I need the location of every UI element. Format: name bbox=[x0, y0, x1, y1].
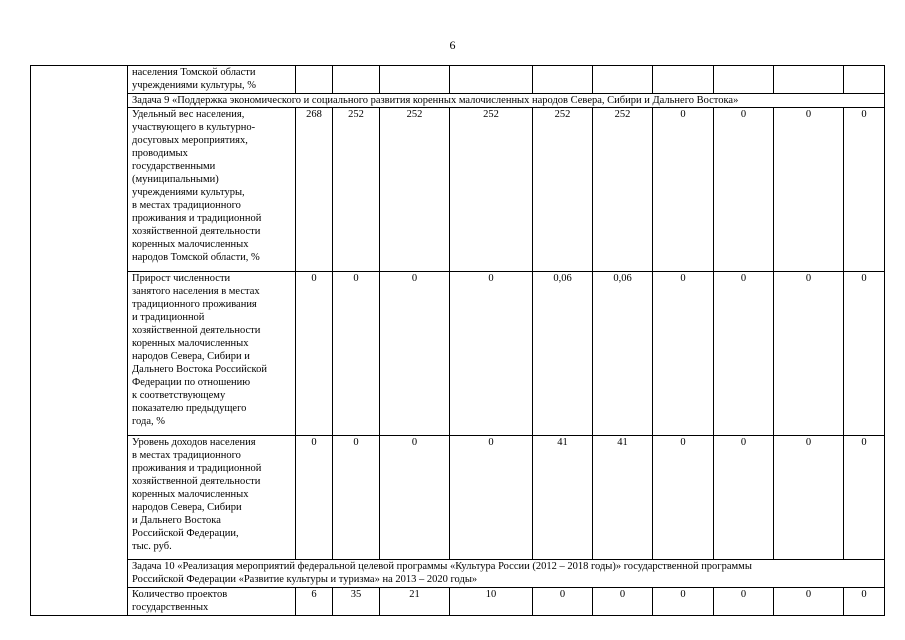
task-heading: Задача 9 «Поддержка экономического и социального развития коренных малочисленных народов Севера, Сибири и Дальнего Востока» bbox=[128, 94, 885, 108]
value-cell: 0 bbox=[593, 588, 653, 616]
task-heading bbox=[128, 560, 885, 588]
name-line: Прирост численности bbox=[132, 273, 231, 284]
name-line: Дальнего Востока Российской bbox=[132, 364, 267, 375]
value-cell: 0 bbox=[296, 436, 333, 560]
value-cell: 0,06 bbox=[533, 272, 593, 436]
task-row bbox=[31, 94, 885, 108]
name-line: года, % bbox=[132, 416, 165, 427]
value-cell: 0 bbox=[714, 272, 774, 436]
value-cell: 0 bbox=[844, 272, 885, 436]
table-row bbox=[31, 436, 885, 560]
indicator-name bbox=[128, 588, 296, 616]
name-line: досуговых мероприятиях, bbox=[132, 135, 248, 146]
indicator-name bbox=[128, 436, 296, 560]
table-row bbox=[31, 66, 885, 94]
value-cell: 41 bbox=[593, 436, 653, 560]
page-number: 6 bbox=[449, 38, 456, 52]
value-cell: 0 bbox=[714, 108, 774, 272]
value-cell: 0 bbox=[844, 436, 885, 560]
indicators-table bbox=[30, 65, 885, 616]
name-line: Федерации по отношению bbox=[132, 377, 251, 388]
value-cell bbox=[593, 66, 653, 94]
value-cell: 0 bbox=[653, 436, 714, 560]
value-cell: 0 bbox=[774, 436, 844, 560]
value-cell: 35 bbox=[333, 588, 380, 616]
name-line: показателю предыдущего bbox=[132, 403, 247, 414]
value-cell: 252 bbox=[450, 108, 533, 272]
name-line: и Дальнего Востока bbox=[132, 515, 221, 526]
name-line: традиционного проживания bbox=[132, 299, 257, 310]
left-blank-column bbox=[31, 66, 128, 616]
name-line: в местах традиционного bbox=[132, 200, 241, 211]
value-cell: 0 bbox=[653, 588, 714, 616]
name-line: коренных малочисленных bbox=[132, 338, 249, 349]
value-cell: 0,06 bbox=[593, 272, 653, 436]
name-line: проживания и традиционной bbox=[132, 463, 262, 474]
value-cell bbox=[380, 66, 450, 94]
name-line: проводимых bbox=[132, 148, 188, 159]
indicator-name bbox=[128, 66, 296, 94]
name-line: хозяйственной деятельности bbox=[132, 476, 261, 487]
value-cell bbox=[714, 66, 774, 94]
name-line: Удельный вес населения, bbox=[132, 109, 245, 120]
task-line: Задача 10 «Реализация мероприятий федеральной целевой программы «Культура России (2012 – 2018 годы)» государственной программы bbox=[132, 561, 752, 572]
value-cell: 10 bbox=[450, 588, 533, 616]
value-cell bbox=[450, 66, 533, 94]
value-cell: 0 bbox=[774, 272, 844, 436]
value-cell: 252 bbox=[533, 108, 593, 272]
name-line: учреждениями культуры, bbox=[132, 187, 245, 198]
value-cell bbox=[333, 66, 380, 94]
name-line: Уровень доходов населения bbox=[132, 437, 256, 448]
value-cell bbox=[296, 66, 333, 94]
name-line: к соответствующему bbox=[132, 390, 226, 401]
value-cell: 6 bbox=[296, 588, 333, 616]
value-cell bbox=[653, 66, 714, 94]
name-line: коренных малочисленных bbox=[132, 239, 249, 250]
table-row bbox=[31, 108, 885, 272]
task-line: Российской Федерации «Развитие культуры и туризма» на 2013 – 2020 годы» bbox=[132, 574, 478, 585]
value-cell: 0 bbox=[333, 436, 380, 560]
value-cell: 252 bbox=[593, 108, 653, 272]
name-line: народов Севера, Сибири bbox=[132, 502, 242, 513]
value-cell: 0 bbox=[774, 588, 844, 616]
task-row bbox=[31, 560, 885, 588]
name-line: проживания и традиционной bbox=[132, 213, 262, 224]
name-line: тыс. руб. bbox=[132, 541, 172, 552]
value-cell: 0 bbox=[533, 588, 593, 616]
value-cell: 0 bbox=[844, 588, 885, 616]
indicator-name bbox=[128, 108, 296, 272]
value-cell: 252 bbox=[380, 108, 450, 272]
value-cell: 21 bbox=[380, 588, 450, 616]
value-cell: 0 bbox=[450, 436, 533, 560]
name-line: участвующего в культурно- bbox=[132, 122, 256, 133]
value-cell: 0 bbox=[450, 272, 533, 436]
name-line: хозяйственной деятельности bbox=[132, 226, 261, 237]
name-line: государственными bbox=[132, 161, 216, 172]
value-cell: 268 bbox=[296, 108, 333, 272]
value-cell: 0 bbox=[653, 108, 714, 272]
value-cell: 0 bbox=[774, 108, 844, 272]
name-line: занятого населения в местах bbox=[132, 286, 260, 297]
value-cell bbox=[844, 66, 885, 94]
name-line: в местах традиционного bbox=[132, 450, 241, 461]
name-line: и традиционной bbox=[132, 312, 205, 323]
name-line: хозяйственной деятельности bbox=[132, 325, 261, 336]
value-cell: 0 bbox=[714, 436, 774, 560]
value-cell: 0 bbox=[844, 108, 885, 272]
name-line: (муниципальными) bbox=[132, 174, 219, 185]
name-line: учреждениями культуры, % bbox=[132, 80, 257, 91]
table-row bbox=[31, 272, 885, 436]
value-cell bbox=[533, 66, 593, 94]
name-line: населения Томской области bbox=[132, 67, 256, 78]
value-cell: 0 bbox=[714, 588, 774, 616]
value-cell: 0 bbox=[333, 272, 380, 436]
value-cell: 41 bbox=[533, 436, 593, 560]
value-cell: 0 bbox=[296, 272, 333, 436]
indicator-name bbox=[128, 272, 296, 436]
name-line: народов Томской области, % bbox=[132, 252, 260, 263]
value-cell: 0 bbox=[380, 436, 450, 560]
name-line: народов Севера, Сибири и bbox=[132, 351, 250, 362]
value-cell: 0 bbox=[653, 272, 714, 436]
name-line: государственных bbox=[132, 602, 209, 613]
name-line: Российской Федерации, bbox=[132, 528, 239, 539]
name-line: Количество проектов bbox=[132, 589, 228, 600]
table-row bbox=[31, 588, 885, 616]
value-cell: 0 bbox=[380, 272, 450, 436]
value-cell: 252 bbox=[333, 108, 380, 272]
name-line: коренных малочисленных bbox=[132, 489, 249, 500]
value-cell bbox=[774, 66, 844, 94]
